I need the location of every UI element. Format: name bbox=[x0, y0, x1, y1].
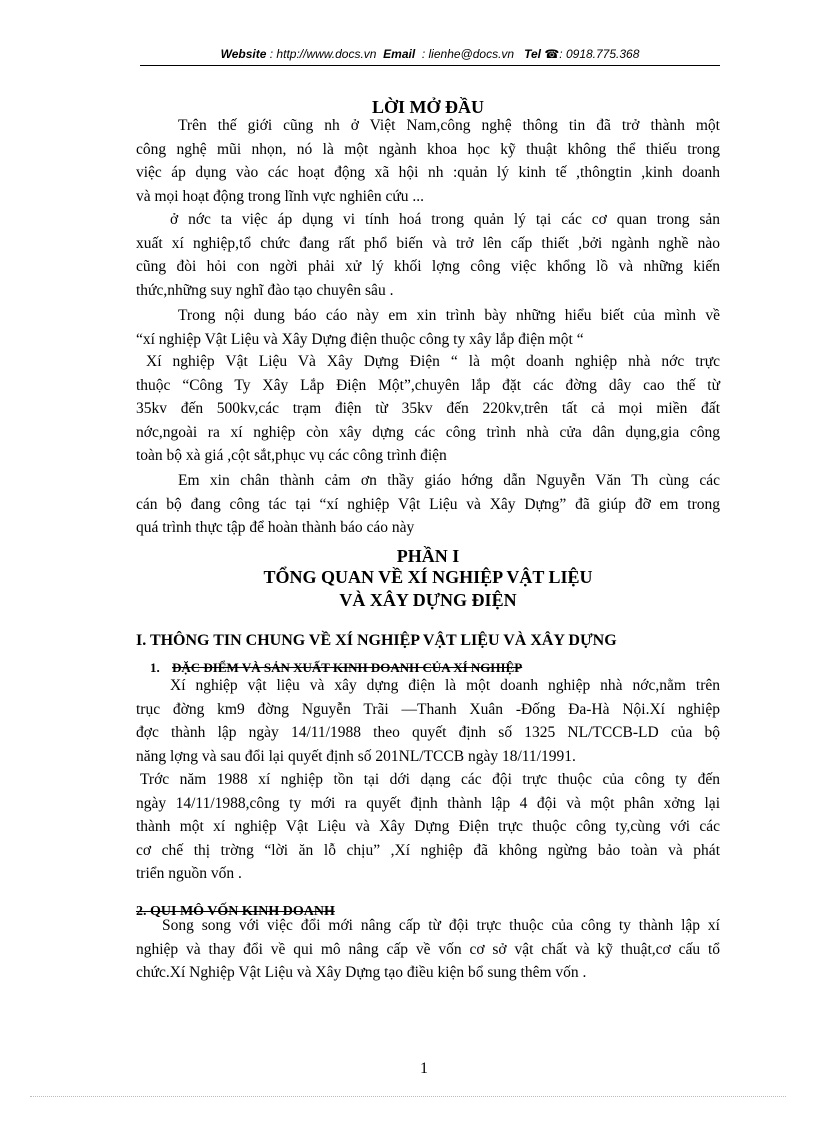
text-line: việc áp dụng vào các hoạt động xã hội nh :quản lý kinh tế ,thôngtin ,kinh doanh bbox=[136, 164, 720, 181]
text-line: Xí nghiệp vật liệu và xây dựng điện là một doanh nghiệp nhà nớc,nằm trên bbox=[170, 677, 720, 694]
text-line: thức,những suy nghĩ đào tạo chuyên sâu . bbox=[136, 281, 394, 299]
text-line: cơ chế thị trờng “lời ăn lỗ chịu” ,Xí nghiệp đã không ngừng bảo toàn và phát bbox=[136, 841, 720, 859]
text-line: thuộc “Công Ty Xây Lắp Điện Một”,chuyên lắp đặt các đờng dây cao thế từ bbox=[136, 376, 720, 394]
text-line: ở nớc ta việc áp dụng vi tính hoá trong quản lý tại các cơ quan trong sản bbox=[170, 211, 720, 228]
intro-paragraph-4 bbox=[136, 350, 720, 468]
text-line: đợc thành lập ngày 14/11/1988 theo quyết định số 1325 NL/TCCB-LD của bộ bbox=[136, 724, 720, 741]
section-1-paragraph-1 bbox=[136, 674, 720, 768]
text-line: “xí nghiệp Vật Liệu và Xây Dựng điện thuộc công ty xây lắp điện một “ bbox=[136, 330, 584, 348]
text-line: cũng đòi hỏi con ngời phải xử lý khối lợng công việc khổng lồ và những kiến bbox=[136, 258, 720, 275]
website-value: : http://www.docs.vn bbox=[269, 47, 377, 61]
text-line: thành một xí nghiệp Vật Liệu và Xây Dựng Điện trực thuộc công ty,cùng với các bbox=[136, 818, 720, 835]
text-line: nớc,ngoài ra xí nghiệp còn xây dựng các công trình nhà cửa dân dụng,gia công bbox=[136, 423, 720, 441]
part-heading-line-2: TỔNG QUAN VỀ XÍ NGHIỆP VẬT LIỆU bbox=[263, 567, 593, 587]
text-line: năng lợng và sau đổi lại quyết định số 201NL/TCCB ngày 18/11/1991. bbox=[136, 747, 576, 765]
section-1-heading: I. THÔNG TIN CHUNG VỀ XÍ NGHIỆP VẬT LIỆU VÀ XÂY DỰNG bbox=[136, 632, 617, 649]
text-line: công nghệ mũi nhọn, nó là một ngành khoa học kỹ thuật không thể thiếu trong bbox=[136, 140, 720, 158]
subsection-1-heading: ĐẶC ĐIỂM VÀ SẢN XUẤT KINH DOANH CỦA XÍ NGHIỆP bbox=[172, 660, 523, 675]
part-heading-line-3: VÀ XÂY DỰNG ĐIỆN bbox=[339, 590, 517, 610]
text-line: xuất xí nghiệp,tổ chức đang rất phổ biến và trở lên cấp thiết ,bởi ngành nghề nào bbox=[136, 234, 720, 252]
text-line: chức.Xí Nghiệp Vật Liệu và Xây Dựng tạo điều kiện bổ sung thêm vốn . bbox=[136, 964, 587, 981]
email-label: Email bbox=[383, 47, 416, 61]
text-line: 35kv đến 500kv,các trạm điện từ 35kv đến 220kv,trên tất cả mọi miền đất bbox=[136, 400, 720, 417]
text-line: cán bộ đang công tác tại “xí nghiệp Vật Liệu và Xây Dựng” đã giúp đỡ em trong bbox=[136, 495, 720, 513]
document-title: LỜI MỞ ĐẦU bbox=[372, 97, 484, 117]
text-line: Trên thế giới cũng nh ở Việt Nam,công nghệ thông tin đã trở thành một bbox=[178, 117, 720, 134]
text-line: và mọi hoạt động trong lĩnh vực nghiên cứu ... bbox=[136, 187, 425, 205]
phone-icon: ☎ bbox=[544, 47, 560, 61]
section-2-heading: 2. QUI MÔ VỐN KINH DOANH bbox=[136, 904, 335, 919]
website-label: Website bbox=[220, 47, 267, 61]
text-line: Xí nghiệp Vật Liệu Và Xây Dựng Điện “ là một doanh nghiệp nhà nớc trực bbox=[146, 353, 720, 370]
intro-paragraph-1 bbox=[136, 114, 720, 208]
subsection-number: 1. bbox=[150, 660, 160, 675]
tel-value: : 0918.775.368 bbox=[559, 47, 640, 61]
intro-paragraph-5 bbox=[136, 469, 720, 540]
text-line: ngày 14/11/1988,công ty mới ra quyết định thành lập 4 đội và một phân xởng lại bbox=[136, 794, 720, 812]
text-line: Em xin chân thành cảm ơn thầy giáo hớng dẫn Nguyễn Văn Th cùng các bbox=[178, 472, 720, 489]
text-line: nghiệp và thay đổi về qui mô nâng cấp về vốn cơ sở vật chất và kỹ thuật,cơ cấu tổ bbox=[136, 940, 720, 958]
text-line: toàn bộ xà giá ,cột sắt,phục vụ các công trình điện bbox=[136, 447, 447, 464]
page-header bbox=[140, 47, 720, 66]
intro-paragraph-3 bbox=[136, 304, 720, 351]
text-line: trục đờng km9 đờng Nguyễn Trãi —Thanh Xuân -Đống Đa-Hà Nội.Xí nghiệp bbox=[136, 700, 720, 718]
section-1-paragraph-2 bbox=[136, 768, 720, 886]
page-number: 1 bbox=[420, 1060, 428, 1077]
footer-divider bbox=[30, 1096, 786, 1097]
email-value: : lienhe@docs.vn bbox=[421, 47, 515, 61]
text-line: quá trình thực tập để hoàn thành báo cáo này bbox=[136, 519, 415, 536]
text-line: Trong nội dung báo cáo này em xin trình bày những hiểu biết của mình về bbox=[178, 307, 720, 324]
text-line: Song song với việc đổi mới nâng cấp từ đội trực thuộc của công ty thành lập xí bbox=[162, 917, 720, 934]
section-2-paragraph-1 bbox=[136, 914, 720, 985]
text-line: triển nguồn vốn . bbox=[136, 865, 242, 882]
tel-label: Tel bbox=[524, 47, 541, 61]
text-line: Trớc năm 1988 xí nghiệp tồn tại dới dạng các đội trực thuộc của công ty đến bbox=[140, 771, 720, 788]
part-heading-line-1: PHẦN I bbox=[396, 546, 460, 566]
intro-paragraph-2 bbox=[136, 208, 720, 302]
